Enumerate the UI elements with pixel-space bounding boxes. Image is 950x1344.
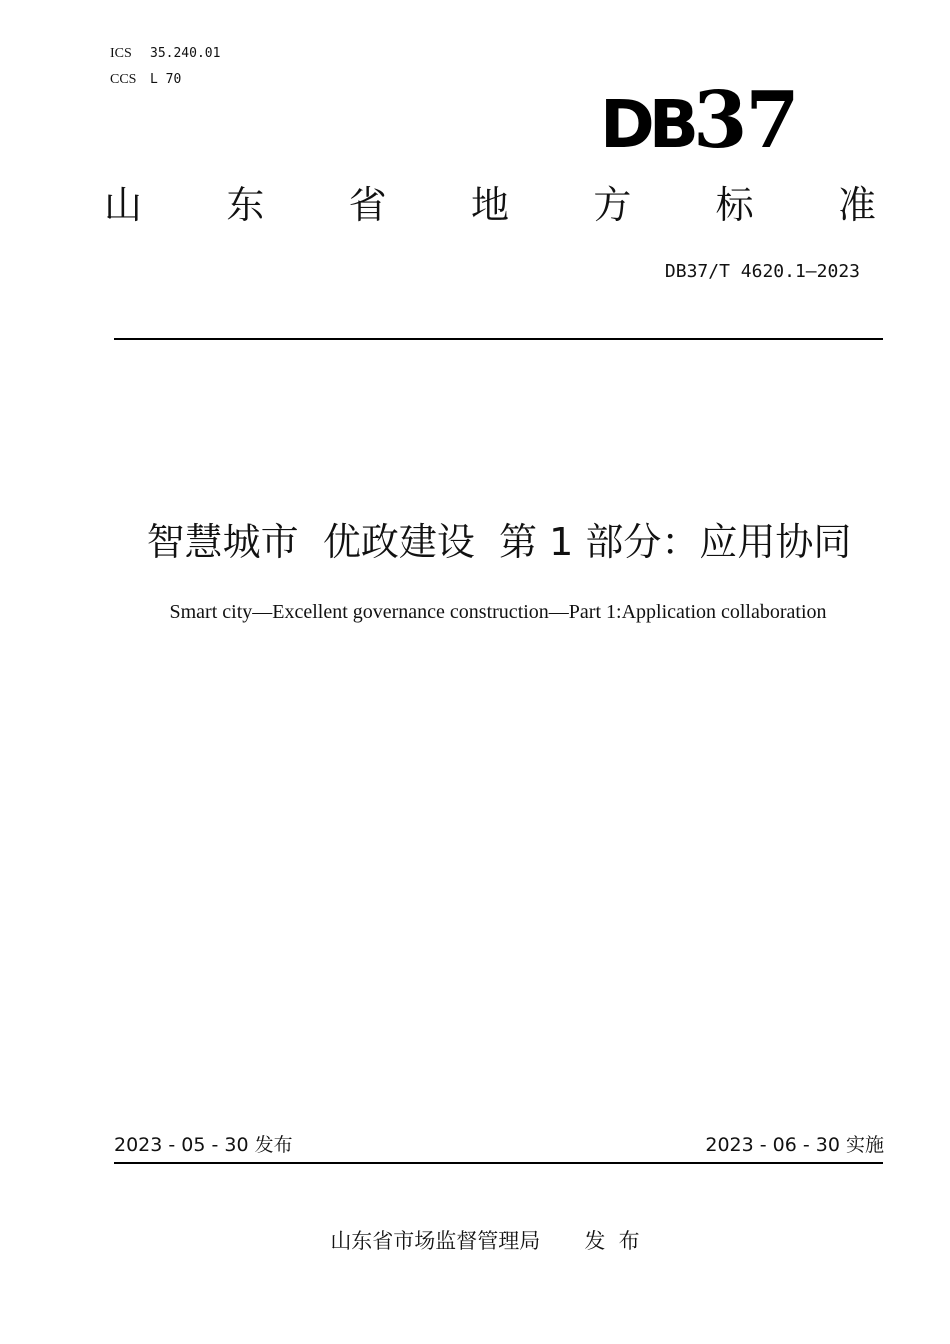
top-divider xyxy=(114,338,883,340)
logo-number: 37 xyxy=(693,75,798,166)
implement-date: 2023 - 06 - 30 实施 xyxy=(705,1134,884,1156)
heading-char: 方 xyxy=(593,183,632,227)
ics-label: ICS xyxy=(110,46,132,61)
heading-char: 东 xyxy=(226,183,265,227)
publish-date: 2023 - 05 - 30 发布 xyxy=(114,1134,293,1156)
title-chinese: 智慧城市 优政建设 第 1 部分：应用协同 xyxy=(146,520,852,564)
issuer-name: 山东省市场监督管理局 xyxy=(330,1229,541,1253)
db37-logo xyxy=(600,75,798,166)
heading-char: 标 xyxy=(715,183,754,227)
logo-prefix: DB xyxy=(600,86,694,163)
heading-char: 省 xyxy=(348,183,387,227)
heading-char: 准 xyxy=(837,183,876,227)
heading-char: 山 xyxy=(104,183,143,227)
issue-word: 发 布 xyxy=(584,1229,640,1253)
ccs-value: L 70 xyxy=(150,72,182,87)
ccs-code xyxy=(110,72,181,88)
issuer-line xyxy=(0,1227,950,1255)
ics-code xyxy=(110,46,220,62)
standard-number: DB37/T 4620.1—2023 xyxy=(664,261,860,282)
bottom-divider xyxy=(114,1162,883,1164)
standard-category-heading xyxy=(104,182,876,228)
ccs-label: CCS xyxy=(110,72,137,87)
heading-char: 地 xyxy=(470,183,509,227)
title-english: Smart city—Excellent governance construction—Part 1:Application collaboration xyxy=(169,601,827,623)
ics-value: 35.240.01 xyxy=(150,46,221,61)
